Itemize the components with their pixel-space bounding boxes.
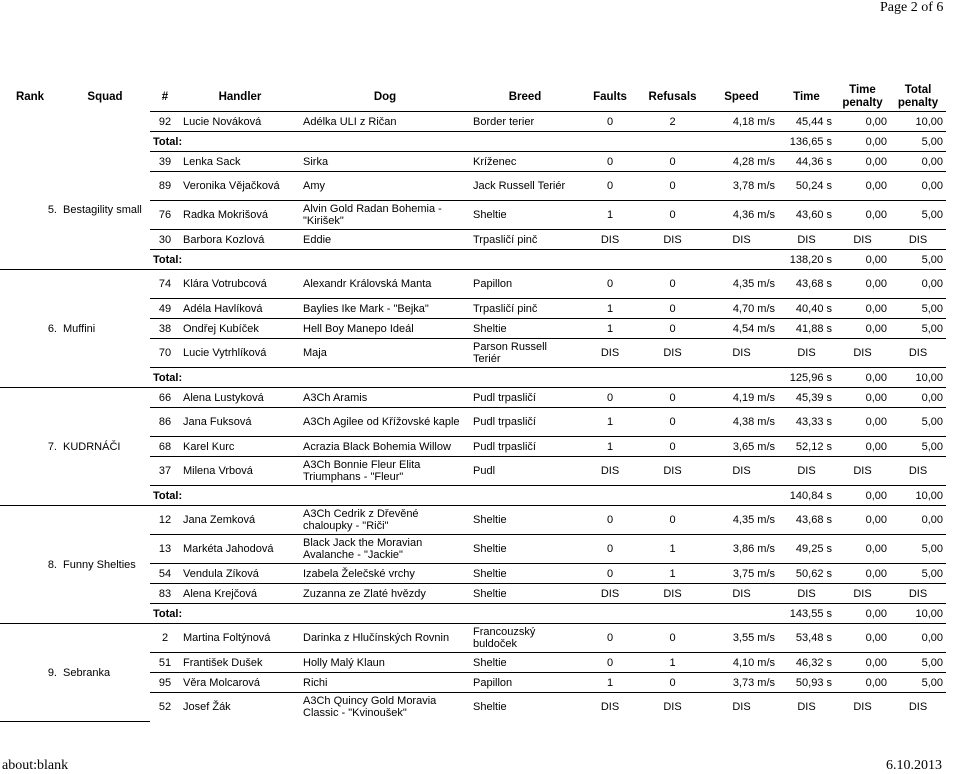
cell-speed: 4,18 m/s (705, 112, 778, 132)
cell-handler: Markéta Jahodová (180, 535, 300, 564)
cell-breed: Jack Russell Teriér (470, 172, 580, 201)
cell-num: 51 (150, 653, 180, 673)
cell-tpen: DIS (835, 339, 890, 368)
total-time: 140,84 s (778, 486, 835, 506)
cell-time: DIS (778, 584, 835, 604)
cell-tpen: 0,00 (835, 673, 890, 693)
cell-total: 0,00 (890, 388, 946, 408)
cell-dog: Richi (300, 673, 470, 693)
cell-handler: Barbora Kozlová (180, 230, 300, 250)
cell-time: 52,12 s (778, 437, 835, 457)
cell-refusals: 0 (640, 437, 705, 457)
cell-breed: Border terier (470, 112, 580, 132)
total-total: 5,00 (890, 132, 946, 152)
total-total: 5,00 (890, 250, 946, 270)
cell-speed: 4,35 m/s (705, 506, 778, 535)
cell-breed: Pudl trpasličí (470, 437, 580, 457)
cell-tpen: 0,00 (835, 299, 890, 319)
cell-num: 13 (150, 535, 180, 564)
cell-handler: Milena Vrbová (180, 457, 300, 486)
squad-name: Funny Shelties (60, 506, 150, 624)
cell-breed: Sheltie (470, 506, 580, 535)
table-row (0, 270, 946, 299)
cell-breed: Pudl (470, 457, 580, 486)
cell-faults: 1 (580, 437, 640, 457)
cell-dog: A3Ch Agilee od Křížovské kaple (300, 408, 470, 437)
cell-total: DIS (890, 457, 946, 486)
cell-speed: DIS (705, 457, 778, 486)
table-row (0, 506, 946, 535)
cell-faults: 0 (580, 506, 640, 535)
cell-tpen: DIS (835, 693, 890, 722)
cell-refusals: 0 (640, 624, 705, 653)
col-dog: Dog (373, 90, 397, 103)
col-breed: Breed (508, 90, 542, 103)
total-penalty-line1: Total (904, 84, 932, 96)
cell-dog: Sirka (300, 152, 470, 172)
squad-name: KUDRNÁČI (60, 388, 150, 506)
total-label: Total: (150, 368, 778, 388)
col-refusals: Refusals (648, 90, 697, 103)
cell-total: 5,00 (890, 319, 946, 339)
squad-rank: 7. (0, 388, 60, 506)
col-rank: Rank (15, 90, 45, 103)
cell-refusals: 0 (640, 201, 705, 230)
total-tpen: 0,00 (835, 604, 890, 624)
squad-rank: 8. (0, 506, 60, 624)
cell-total: 5,00 (890, 653, 946, 673)
total-label: Total: (150, 132, 778, 152)
cell-tpen: DIS (835, 584, 890, 604)
cell-speed: 4,10 m/s (705, 653, 778, 673)
cell-breed: Papillon (470, 270, 580, 299)
cell-tpen: 0,00 (835, 624, 890, 653)
cell-time: 43,33 s (778, 408, 835, 437)
cell-breed: Sheltie (470, 319, 580, 339)
cell-handler: Lenka Sack (180, 152, 300, 172)
cell-breed: Francouzský buldoček (470, 624, 580, 653)
cell-time: DIS (778, 339, 835, 368)
cell-breed: Sheltie (470, 653, 580, 673)
cell-refusals: DIS (640, 339, 705, 368)
cell-breed: Parson Russell Teriér (470, 339, 580, 368)
cell-faults: DIS (580, 339, 640, 368)
cell-faults: 0 (580, 172, 640, 201)
cell-speed: 3,65 m/s (705, 437, 778, 457)
cell-total: 0,00 (890, 506, 946, 535)
cell-total: 5,00 (890, 299, 946, 319)
cell-tpen: 0,00 (835, 172, 890, 201)
cell-faults: 1 (580, 673, 640, 693)
cell-speed: 3,78 m/s (705, 172, 778, 201)
cell-speed: 4,38 m/s (705, 408, 778, 437)
cell-dog: Alexandr Královská Manta (300, 270, 470, 299)
cell-faults: 0 (580, 564, 640, 584)
cell-dog: Black Jack the Moravian Avalanche - "Jackie" (300, 535, 470, 564)
cell-dog: Maja (300, 339, 470, 368)
cell-tpen: 0,00 (835, 506, 890, 535)
cell-speed: 4,36 m/s (705, 201, 778, 230)
cell-handler: Lucie Vytrhlíková (180, 339, 300, 368)
cell-tpen: 0,00 (835, 437, 890, 457)
cell-refusals: 0 (640, 506, 705, 535)
cell-time: DIS (778, 457, 835, 486)
time-penalty-line2: penalty (842, 97, 883, 109)
cell-handler: Klára Votrubcová (180, 270, 300, 299)
total-label: Total: (150, 250, 778, 270)
cell-faults: DIS (580, 230, 640, 250)
cell-faults: 1 (580, 319, 640, 339)
cell-handler: Vendula Zíková (180, 564, 300, 584)
total-time: 136,65 s (778, 132, 835, 152)
cell-num: 52 (150, 693, 180, 722)
cell-speed: DIS (705, 584, 778, 604)
cell-time: DIS (778, 693, 835, 722)
total-time: 125,96 s (778, 368, 835, 388)
cell-faults: 1 (580, 299, 640, 319)
cell-total: 10,00 (890, 112, 946, 132)
cell-refusals: 1 (640, 564, 705, 584)
cell-time: 50,93 s (778, 673, 835, 693)
cell-speed: 4,54 m/s (705, 319, 778, 339)
cell-breed: Sheltie (470, 535, 580, 564)
cell-faults: 0 (580, 112, 640, 132)
cell-total: DIS (890, 584, 946, 604)
cell-faults: 0 (580, 535, 640, 564)
squad-name: Sebranka (60, 624, 150, 722)
cell-refusals: DIS (640, 693, 705, 722)
col-speed: Speed (724, 90, 759, 103)
cell-time: 45,44 s (778, 112, 835, 132)
time-penalty-line1: Time (849, 84, 876, 96)
cell-dog: Baylies Ike Mark - "Bejka" (300, 299, 470, 319)
cell-speed: DIS (705, 693, 778, 722)
cell-tpen: 0,00 (835, 388, 890, 408)
cell-handler: Věra Molcarová (180, 673, 300, 693)
cell-breed: Sheltie (470, 693, 580, 722)
total-label: Total: (150, 604, 778, 624)
cell-handler: Martina Foltýnová (180, 624, 300, 653)
cell-dog: Eddie (300, 230, 470, 250)
cell-time: 53,48 s (778, 624, 835, 653)
squad-rank: 5. (0, 152, 60, 270)
cell-num: 38 (150, 319, 180, 339)
cell-tpen: 0,00 (835, 564, 890, 584)
cell-dog: A3Ch Quincy Gold Moravia Classic - "Kvinoušek" (300, 693, 470, 722)
cell-tpen: 0,00 (835, 152, 890, 172)
cell-breed: Sheltie (470, 584, 580, 604)
cell-dog: A3Ch Bonnie Fleur Elita Triumphans - "Fleur" (300, 457, 470, 486)
cell-faults: DIS (580, 693, 640, 722)
cell-handler: Radka Mokrišová (180, 201, 300, 230)
cell-handler: Karel Kurc (180, 437, 300, 457)
cell-speed: 3,73 m/s (705, 673, 778, 693)
cell-handler: Alena Lustyková (180, 388, 300, 408)
cell-refusals: DIS (640, 584, 705, 604)
cell-breed: Sheltie (470, 201, 580, 230)
cell-faults: 0 (580, 270, 640, 299)
cell-num: 39 (150, 152, 180, 172)
cell-handler: Adéla Havlíková (180, 299, 300, 319)
cell-tpen: 0,00 (835, 319, 890, 339)
cell-breed: Pudl trpasličí (470, 388, 580, 408)
total-time: 143,55 s (778, 604, 835, 624)
cell-time: 40,40 s (778, 299, 835, 319)
total-tpen: 0,00 (835, 486, 890, 506)
cell-time: 41,88 s (778, 319, 835, 339)
cell-faults: 0 (580, 388, 640, 408)
cell-breed: Trpasličí pinč (470, 299, 580, 319)
cell-refusals: 0 (640, 299, 705, 319)
cell-tpen: 0,00 (835, 270, 890, 299)
col-time: Time (793, 90, 820, 103)
col-time-penalty (835, 83, 890, 112)
cell-refusals: 0 (640, 152, 705, 172)
footer-date: 6.10.2013 (886, 758, 942, 773)
cell-handler: Jana Fuksová (180, 408, 300, 437)
cell-time: 46,32 s (778, 653, 835, 673)
footer-url: about:blank (2, 758, 69, 773)
cell-total: 5,00 (890, 535, 946, 564)
cell-faults: 0 (580, 152, 640, 172)
rank-blank (0, 112, 150, 132)
total-tpen: 0,00 (835, 368, 890, 388)
cell-speed: DIS (705, 230, 778, 250)
cell-breed: Kríženec (470, 152, 580, 172)
cell-faults: 0 (580, 624, 640, 653)
cell-speed: DIS (705, 339, 778, 368)
cell-num: 2 (150, 624, 180, 653)
cell-num: 30 (150, 230, 180, 250)
total-total: 10,00 (890, 604, 946, 624)
cell-total: 0,00 (890, 270, 946, 299)
cell-num: 54 (150, 564, 180, 584)
cell-dog: Adélka ULI z Ričan (300, 112, 470, 132)
total-penalty-line2: penalty (897, 97, 939, 109)
cell-refusals: DIS (640, 230, 705, 250)
cell-speed: 4,70 m/s (705, 299, 778, 319)
cell-total: 5,00 (890, 564, 946, 584)
table-row (0, 152, 946, 172)
cell-time: 43,68 s (778, 270, 835, 299)
total-time: 138,20 s (778, 250, 835, 270)
cell-handler: František Dušek (180, 653, 300, 673)
cell-speed: 4,35 m/s (705, 270, 778, 299)
total-tpen: 0,00 (835, 132, 890, 152)
page-number: Page 2 of 6 (880, 0, 944, 15)
cell-refusals: 0 (640, 319, 705, 339)
cell-num: 74 (150, 270, 180, 299)
cell-handler: Veronika Vějačková (180, 172, 300, 201)
cell-total: 5,00 (890, 437, 946, 457)
cell-handler: Alena Krejčová (180, 584, 300, 604)
cell-tpen: DIS (835, 230, 890, 250)
cell-num: 83 (150, 584, 180, 604)
cell-speed: 3,75 m/s (705, 564, 778, 584)
cell-total: 5,00 (890, 408, 946, 437)
cell-num: 86 (150, 408, 180, 437)
cell-total: 5,00 (890, 201, 946, 230)
cell-total: 0,00 (890, 172, 946, 201)
cell-speed: 3,55 m/s (705, 624, 778, 653)
squad-name: Bestagility small (60, 152, 150, 270)
cell-num: 76 (150, 201, 180, 230)
cell-refusals: DIS (640, 457, 705, 486)
table-row (0, 388, 946, 408)
table-row (0, 624, 946, 653)
cell-total: 0,00 (890, 624, 946, 653)
cell-tpen: DIS (835, 457, 890, 486)
cell-total: 5,00 (890, 673, 946, 693)
results-table (0, 83, 946, 722)
cell-total: 0,00 (890, 152, 946, 172)
cell-dog: Hell Boy Manepo Ideál (300, 319, 470, 339)
cell-dog: A3Ch Aramis (300, 388, 470, 408)
cell-refusals: 1 (640, 653, 705, 673)
cell-num: 37 (150, 457, 180, 486)
cell-breed: Papillon (470, 673, 580, 693)
cell-num: 66 (150, 388, 180, 408)
col-total-penalty (890, 83, 946, 112)
total-total: 10,00 (890, 368, 946, 388)
cell-refusals: 0 (640, 172, 705, 201)
cell-num: 70 (150, 339, 180, 368)
cell-time: DIS (778, 230, 835, 250)
header-row (0, 83, 946, 112)
cell-num: 92 (150, 112, 180, 132)
cell-num: 95 (150, 673, 180, 693)
cell-tpen: 0,00 (835, 408, 890, 437)
cell-dog: Zuzanna ze Zlaté hvězdy (300, 584, 470, 604)
cell-time: 43,68 s (778, 506, 835, 535)
cell-dog: Acrazia Black Bohemia Willow (300, 437, 470, 457)
cell-dog: Darinka z Hlučínských Rovnin (300, 624, 470, 653)
col-handler: Handler (218, 90, 262, 103)
cell-num: 12 (150, 506, 180, 535)
cell-num: 89 (150, 172, 180, 201)
cell-refusals: 0 (640, 673, 705, 693)
cell-dog: Amy (300, 172, 470, 201)
cell-breed: Trpasličí pinč (470, 230, 580, 250)
cell-time: 45,39 s (778, 388, 835, 408)
cell-refusals: 0 (640, 388, 705, 408)
cell-refusals: 2 (640, 112, 705, 132)
table-row (0, 112, 946, 132)
cell-speed: 3,86 m/s (705, 535, 778, 564)
cell-speed: 4,19 m/s (705, 388, 778, 408)
cell-time: 50,62 s (778, 564, 835, 584)
cell-num: 68 (150, 437, 180, 457)
cell-refusals: 1 (640, 535, 705, 564)
total-label: Total: (150, 486, 778, 506)
cell-refusals: 0 (640, 408, 705, 437)
cell-total: DIS (890, 339, 946, 368)
cell-total: DIS (890, 230, 946, 250)
squad-rank: 6. (0, 270, 60, 388)
cell-num: 49 (150, 299, 180, 319)
cell-refusals: 0 (640, 270, 705, 299)
rank-blank (0, 132, 150, 152)
col-faults: Faults (593, 90, 627, 103)
cell-handler: Lucie Nováková (180, 112, 300, 132)
cell-speed: 4,28 m/s (705, 152, 778, 172)
cell-breed: Sheltie (470, 564, 580, 584)
cell-dog: A3Ch Cedrik z Dřevěné chaloupky - "Riči" (300, 506, 470, 535)
cell-faults: 1 (580, 201, 640, 230)
cell-handler: Ondřej Kubíček (180, 319, 300, 339)
cell-time: 49,25 s (778, 535, 835, 564)
cell-handler: Josef Žák (180, 693, 300, 722)
cell-tpen: 0,00 (835, 112, 890, 132)
cell-time: 44,36 s (778, 152, 835, 172)
cell-dog: Holly Malý Klaun (300, 653, 470, 673)
col-num: # (161, 90, 169, 103)
cell-faults: DIS (580, 457, 640, 486)
cell-tpen: 0,00 (835, 535, 890, 564)
cell-dog: Izabela Želečské vrchy (300, 564, 470, 584)
total-tpen: 0,00 (835, 250, 890, 270)
total-total: 10,00 (890, 486, 946, 506)
squad-name: Muffini (60, 270, 150, 388)
squad-rank: 9. (0, 624, 60, 722)
cell-time: 43,60 s (778, 201, 835, 230)
cell-faults: DIS (580, 584, 640, 604)
cell-dog: Alvin Gold Radan Bohemia - "Kirišek" (300, 201, 470, 230)
cell-time: 50,24 s (778, 172, 835, 201)
cell-total: DIS (890, 693, 946, 722)
total-row (0, 132, 946, 152)
cell-handler: Jana Zemková (180, 506, 300, 535)
cell-faults: 1 (580, 408, 640, 437)
cell-tpen: 0,00 (835, 653, 890, 673)
col-squad: Squad (87, 90, 123, 103)
cell-faults: 0 (580, 653, 640, 673)
cell-breed: Pudl trpasličí (470, 408, 580, 437)
cell-tpen: 0,00 (835, 201, 890, 230)
